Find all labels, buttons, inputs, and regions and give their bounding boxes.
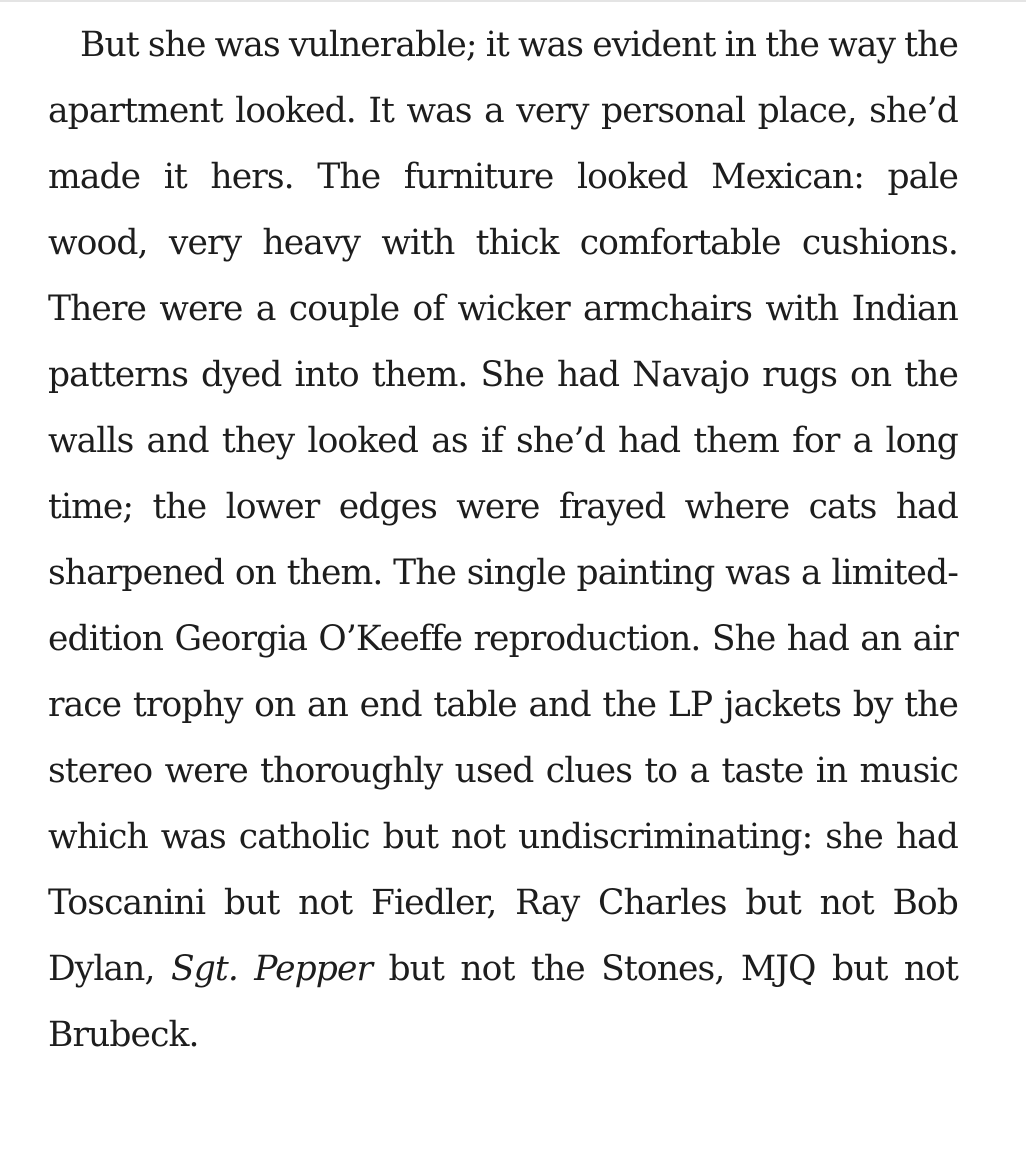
album-title-italic: Sgt. Pepper	[170, 949, 373, 989]
paragraph-text-part-1: But she was vulnerable; it was evident in the way the apartment looked. It was a very personal place, she’d made it hers. The furniture looked Mexican: pale wood, very heavy with thick comfortable cushions. There were a couple of wicker armchairs with Indian patterns dyed into them. She had Navajo rugs on the walls and they looked as if she’d had them for a long time; the lower edges were frayed where cats had sharpened on them. The single painting was a limited-edition Georgia O’Keeffe reproduction. She had an air race trophy on an end table and the LP jackets by the stereo were thoroughly used clues to a taste in music which was catholic but not undiscriminating: she had Toscanini but not Fiedler, Ray Charles but not Bob Dylan,	[48, 25, 958, 989]
reader-page	[48, 12, 958, 1068]
body-paragraph	[48, 12, 958, 1068]
paragraph-text-part-2: but not the Stones, MJQ but not Brubeck.	[48, 949, 959, 1055]
top-divider	[0, 0, 1026, 2]
